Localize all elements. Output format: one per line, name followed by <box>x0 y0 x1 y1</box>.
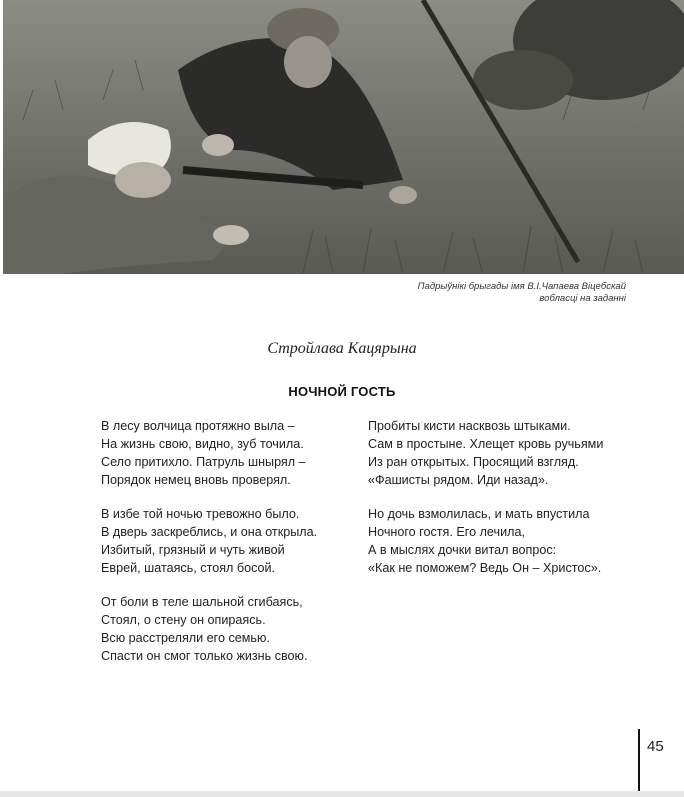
stanza <box>368 505 638 577</box>
poem-line: Всю расстреляли его семью. <box>101 631 270 645</box>
stanza <box>101 593 351 665</box>
poem-line: В дверь заскреблись, и она открыла. <box>101 525 318 539</box>
archival-photo <box>3 0 684 274</box>
poem-line: «Фашисты рядом. Иди назад». <box>368 473 549 487</box>
poem-line: «Как не поможем? Ведь Он – Христос». <box>368 561 602 575</box>
poem-line: Но дочь взмолилась, и мать впустила <box>368 507 590 521</box>
poem-line: Ночного гостя. Его лечила, <box>368 525 525 539</box>
stanza <box>101 505 351 577</box>
poem-line: Избитый, грязный и чуть живой <box>101 543 285 557</box>
stanza <box>101 417 351 489</box>
photo-illustration <box>3 0 684 274</box>
poem-line: Еврей, шатаясь, стоял босой. <box>101 561 276 575</box>
page-number: 45 <box>647 738 664 755</box>
poem-line: Село притихло. Патруль шнырял – <box>101 455 306 469</box>
poem-line: Пробиты кисти насквозь штыками. <box>368 419 571 433</box>
photo-caption <box>326 281 626 305</box>
poem-column-left <box>101 417 351 681</box>
poem-column-right <box>368 417 638 593</box>
poem-line: А в мыслях дочки витал вопрос: <box>368 543 557 557</box>
author-name: Стройлава Кацярына <box>267 340 417 357</box>
poem-line: Сам в простыне. Хлещет кровь ручьями <box>368 437 604 451</box>
poem-line: В избе той ночью тревожно было. <box>101 507 300 521</box>
poem-line: Из ран открытых. Просящий взгляд. <box>368 455 579 469</box>
caption-line: вобласці на заданні <box>539 293 626 304</box>
poem-line: От боли в теле шальной сгибаясь, <box>101 595 303 609</box>
bottom-band <box>0 791 684 797</box>
poem-line: Спасти он смог только жизнь свою. <box>101 649 308 663</box>
poem-line: На жизнь свою, видно, зуб точила. <box>101 437 304 451</box>
poem-line: Порядок немец вновь проверял. <box>101 473 291 487</box>
poem-title: НОЧНОЙ ГОСТЬ <box>288 384 396 399</box>
page-number-rule <box>638 729 640 791</box>
poem-line: В лесу волчица протяжно выла – <box>101 419 295 433</box>
stanza <box>368 417 638 489</box>
poem-line: Стоял, о стену он опираясь. <box>101 613 266 627</box>
caption-line: Падрыўнікі брыгады імя В.І.Чапаева Віцебскай <box>417 281 626 292</box>
